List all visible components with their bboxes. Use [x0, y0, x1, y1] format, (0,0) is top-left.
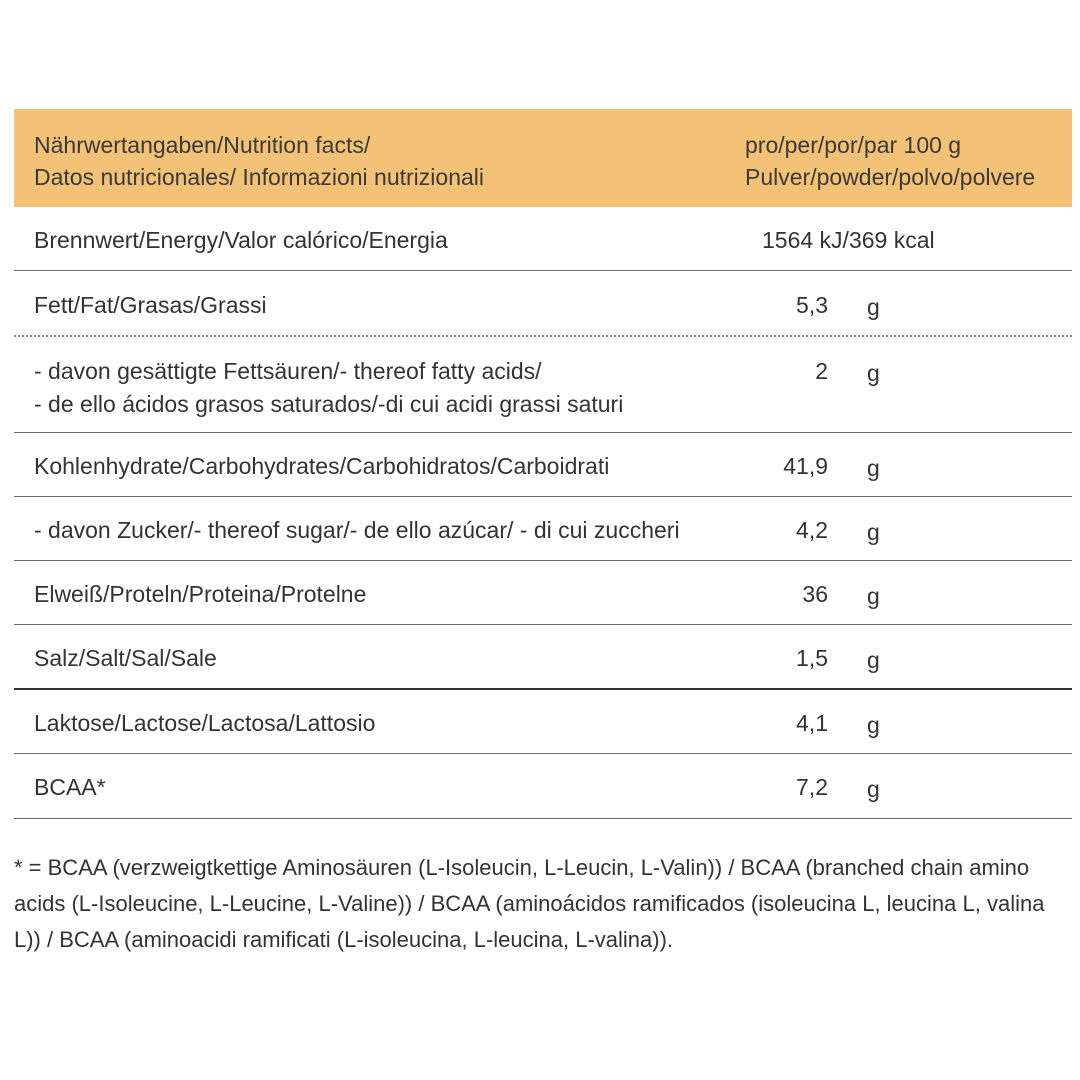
row-label: Brennwert/Energy/Valor calórico/Energia: [34, 227, 448, 253]
row-label: BCAA*: [34, 774, 106, 800]
row-unit: g: [867, 776, 880, 802]
header-title-line-1: Nährwertangaben/Nutrition facts/: [34, 132, 371, 158]
bcaa-footnote: * = BCAA (verzweigtkettige Aminosäuren (L-Isoleucin, L-Leucin, L-Valin)) / BCAA (branched chain amino acids (L-Isoleucine, L-Leucine, L-Valine)) / BCAA (aminoácidos ramificados (isoleucina L, leucina L, valina L)) / BCAA (aminoacidi ramificati (L-isoleucina, L-leucina, L-valina)).: [14, 855, 1045, 952]
row-unit: g: [867, 712, 880, 738]
nutrition-table: [14, 109, 1072, 819]
row-unit: g: [867, 360, 880, 386]
row-value: 7,2: [796, 774, 828, 800]
row-value: 2: [815, 358, 828, 384]
row-unit: g: [867, 294, 880, 320]
row-unit: g: [867, 455, 880, 481]
row-value: 5,3: [796, 292, 828, 318]
row-label: Elweiß/Proteln/Proteina/Protelne: [34, 581, 367, 607]
table-row-energy: [14, 207, 1072, 271]
table-header: [14, 109, 1072, 207]
header-title-line-2: Datos nutricionales/ Informazioni nutrizionali: [34, 164, 484, 190]
row-value: 36: [802, 581, 828, 607]
table-row-protein: [14, 561, 1072, 625]
row-label-line-2: - de ello ácidos grasos saturados/-di cui acidi grassi saturi: [34, 391, 624, 417]
row-label: Fett/Fat/Grasas/Grassi: [34, 292, 267, 318]
table-row-bcaa: [14, 754, 1072, 819]
row-label: - davon gesättigte Fettsäuren/- thereof fatty acids/: [34, 358, 542, 384]
header-title: [34, 129, 674, 193]
table-row-lactose: [14, 690, 1072, 754]
row-label: Laktose/Lactose/Lactosa/Lattosio: [34, 710, 376, 736]
row-value: 4,2: [796, 517, 828, 543]
row-value: 41,9: [783, 453, 828, 479]
row-value: 1564 kJ/369 kcal: [762, 227, 935, 253]
table-row-salt: [14, 625, 1072, 690]
row-value: 4,1: [796, 710, 828, 736]
row-label: Kohlenhydrate/Carbohydrates/Carbohidratos/Carboidrati: [34, 453, 610, 479]
row-label: Salz/Salt/Sal/Sale: [34, 645, 217, 671]
table-row-saturated-fat: [14, 337, 1072, 433]
table-row-carbohydrates: [14, 433, 1072, 497]
row-unit: g: [867, 519, 880, 545]
header-per-line-2: Pulver/powder/polvo/polvere: [745, 164, 1036, 190]
header-per-amount: [745, 129, 1065, 193]
row-value: 1,5: [796, 645, 828, 671]
row-unit: g: [867, 583, 880, 609]
table-row-sugar: [14, 497, 1072, 561]
row-unit: g: [867, 647, 880, 673]
row-label: - davon Zucker/- thereof sugar/- de ello azúcar/ - di cui zuccheri: [34, 517, 680, 543]
table-row-fat: [14, 271, 1072, 337]
header-per-line-1: pro/per/por/par 100 g: [745, 132, 962, 158]
